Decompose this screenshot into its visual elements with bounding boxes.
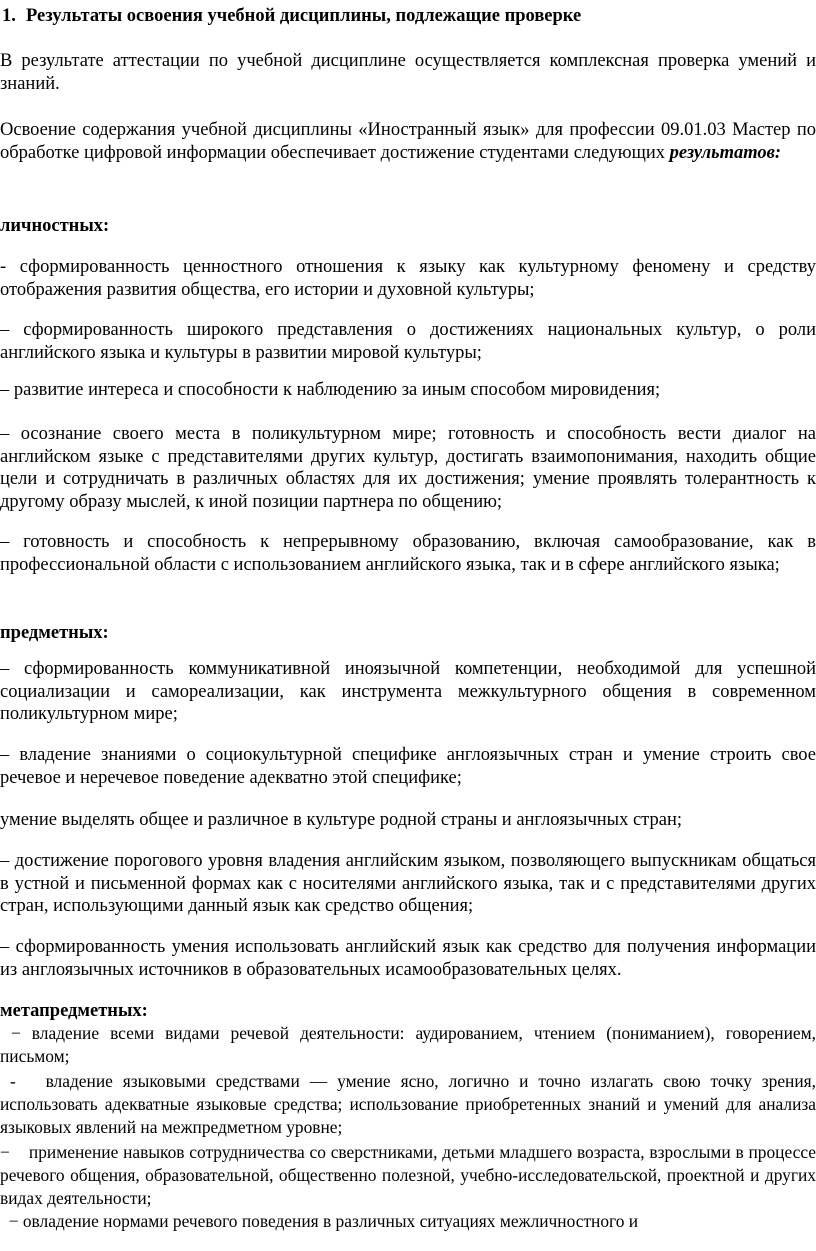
- subject-heading: предметных:: [0, 623, 109, 643]
- list-item: – сформированность коммуникативной иноязычной компетенции, необходимой для успешной социализации и самореализации, как инструмента межкультурного общения в современном поликультурном мире;: [0, 659, 816, 724]
- section-title-text: Результаты освоения учебной дисциплины, подлежащие проверке: [26, 6, 582, 26]
- mastery-text: Освоение содержания учебной дисциплины «Иностранный язык» для профессии 09.01.03 Мастер по обработке цифровой информации обеспечивает достижение студентами следующих: [0, 120, 816, 163]
- mastery-paragraph: [0, 119, 816, 164]
- list-item: – сформированность широкого представления о достижениях национальных культур, о роли английского языка и культуры в развитии мировой культуры;: [0, 320, 816, 363]
- list-item: − владение всеми видами речевой деятельности: аудированием, чтением (пониманием), говорением, письмом;: [0, 1023, 816, 1066]
- section-title: [0, 4, 816, 28]
- list-item: – осознание своего места в поликультурном мире; готовность и способность вести диалог на английском языке с представителями других культур, достигать взаимопонимания, находить общие цели и сотрудничать в различных областях для их достижения; умение проявлять толерантность к другому образу мыслей, к иной позиции партнера по общению;: [0, 424, 816, 512]
- list-item: умение выделять общее и различное в культуре родной страны и англоязычных стран;: [0, 810, 682, 830]
- list-item: – достижение порогового уровня владения английским языком, позволяющего выпускникам общаться в устной и письменной формах как с носителями английского языка, так и с представителями других стран, использующими данный язык как средство общения;: [0, 851, 816, 916]
- list-item: – развитие интереса и способности к наблюдению за иным способом мировидения;: [0, 380, 661, 400]
- list-item: − овладение нормами речевого поведения в различных ситуациях межличностного и: [0, 1211, 639, 1231]
- section-number: 1.: [2, 6, 16, 26]
- list-item: − применение навыков сотрудничества со сверстниками, детьми младшего возраста, взрослыми в процессе речевого общения, образовательной, общественно полезной, учебно-исследовательской, проектной и других видах деятельности;: [0, 1142, 816, 1208]
- list-item: - сформированность ценностного отношения к языку как культурному феномену и средству отображения развития общества, его истории и духовной культуры;: [0, 257, 816, 300]
- list-item: – сформированность умения использовать английский язык как средство для получения информации из англоязычных источников в образовательных исамообразовательных целях.: [0, 937, 816, 980]
- list-item: - владение языковыми средствами — умение ясно, логично и точно излагать свою точку зрения, использовать адекватные языковые средства; использование приобретенных знаний и умений для анализа языковых явлений на межпредметном уровне;: [0, 1071, 816, 1137]
- intro-paragraph: В результате аттестации по учебной дисциплине осуществляется комплексная проверка умений и знаний.: [0, 51, 816, 94]
- list-item: – готовность и способность к непрерывному образованию, включая самообразование, как в профессиональной области с использованием английского языка, так и в сфере английского языка;: [0, 532, 816, 575]
- results-emphasis: результатов:: [669, 142, 782, 163]
- personal-heading: личностных:: [0, 216, 110, 236]
- meta-heading: метапредметных:: [0, 1001, 148, 1021]
- list-item: – владение знаниями о социокультурной специфике англоязычных стран и умение строить свое речевое и неречевое поведение адекватно этой специфике;: [0, 745, 816, 788]
